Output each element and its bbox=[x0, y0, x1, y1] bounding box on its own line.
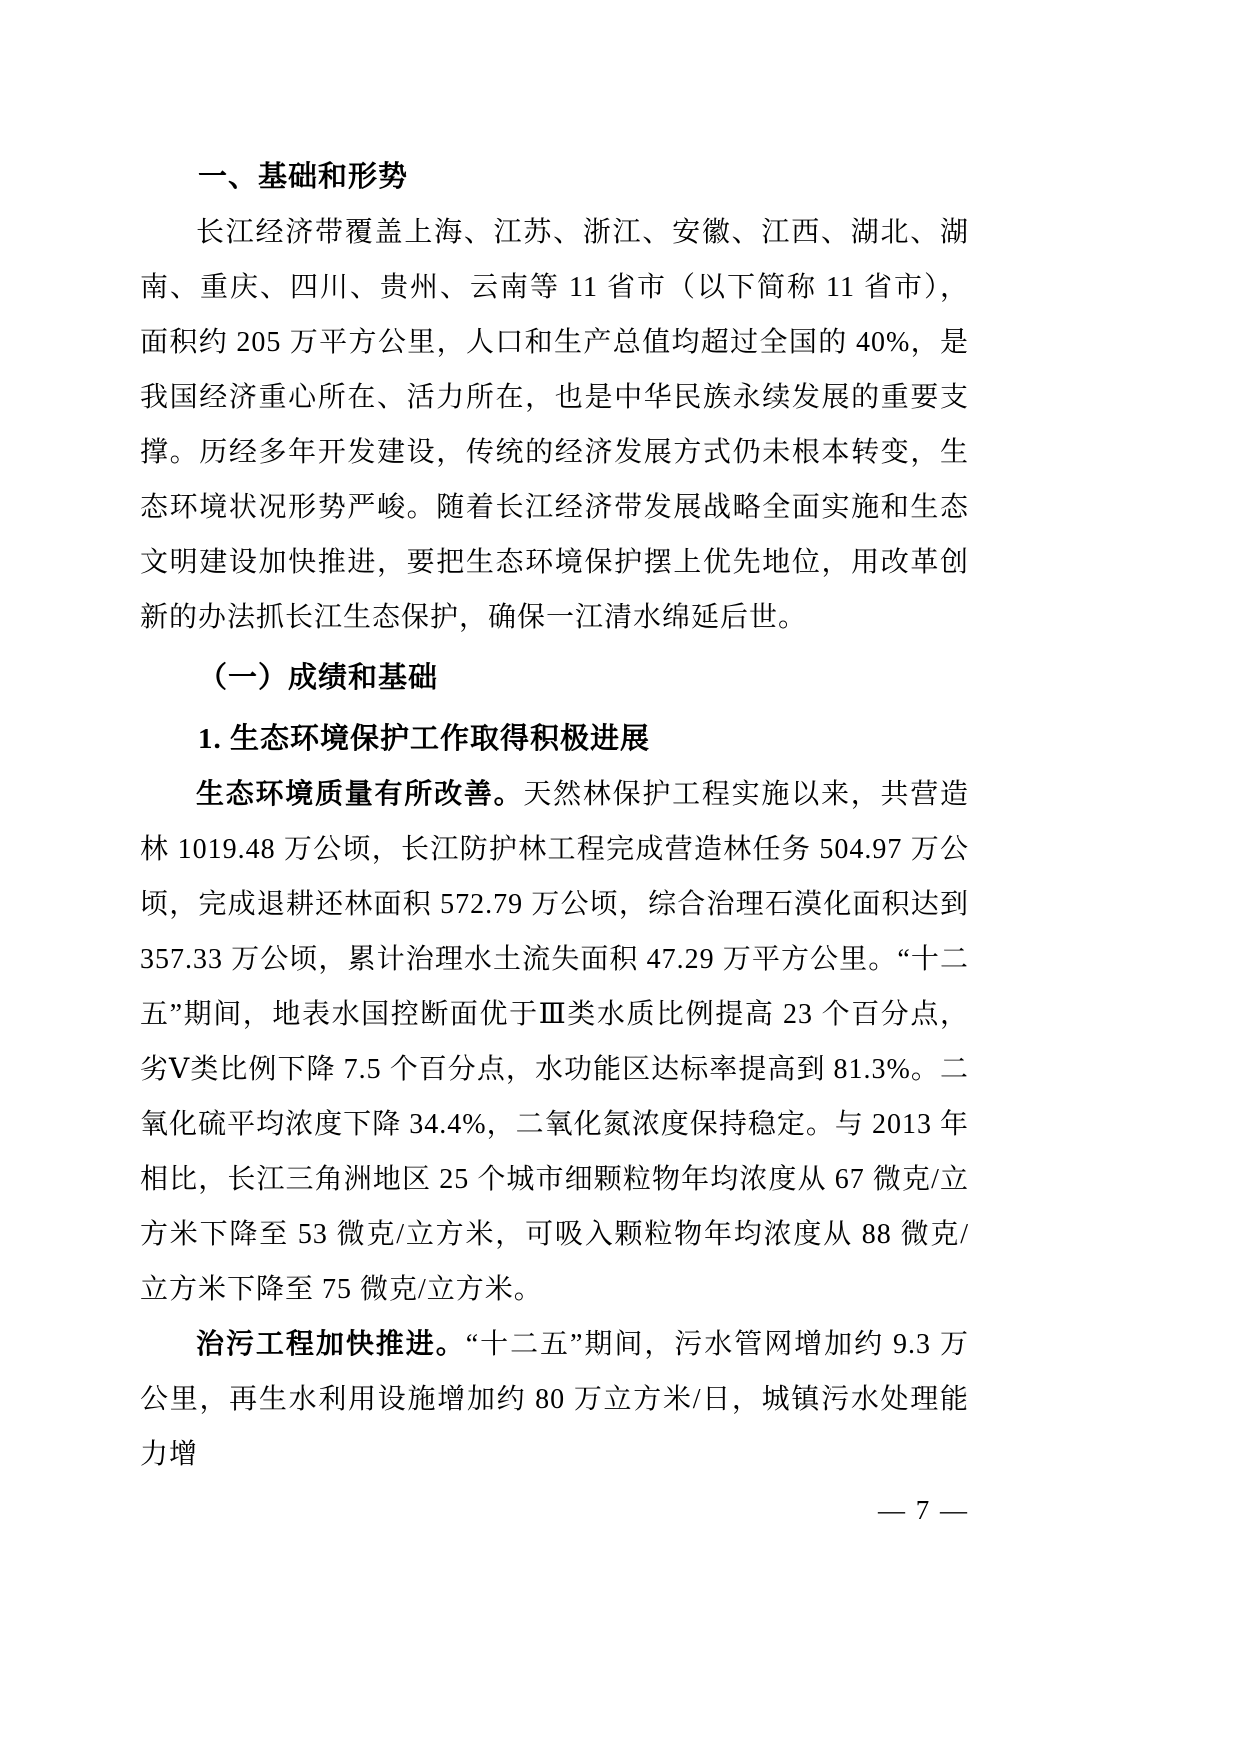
subsection-heading-achievements: （一）成绩和基础 bbox=[198, 662, 439, 694]
paragraph-overview: 长江经济带覆盖上海、江苏、浙江、安徽、江西、湖北、湖南、重庆、四川、贵州、云南等 11 省市（以下简称 11 省市），面积约 205 万平方公里，人口和生产总值均超过全国的 40%，是我国经济重心所在、活力所在，也是中华民族永续发展的重要支撑。历经多年开发建设，传统的经济发展方式仍未根本转变，生态环境状况形势严峻。随着长江经济带发展战略全面实施和生态文明建设加快推进，要把生态环境保护摆上优先地位，用改革创新的办法抓长江生态保护，确保一江清水绵延后世。 bbox=[140, 217, 969, 633]
section-heading-basis-and-situation: 一、基础和形势 bbox=[198, 161, 409, 193]
paragraph-body-pollution-control: “十二五”期间，污水管网增加约 9.3 万公里，再生水利用设施增加约 80 万立方米/日，城镇污水处理能力增 bbox=[140, 1329, 969, 1470]
paragraph-pollution-control bbox=[140, 1317, 969, 1482]
paragraph-lead-pollution-control: 治污工程加快推进。 bbox=[196, 1329, 466, 1360]
paragraph-lead-eco-quality: 生态环境质量有所改善。 bbox=[196, 779, 524, 810]
subsubsection-heading-eco-progress: 1. 生态环境保护工作取得积极进展 bbox=[198, 723, 651, 755]
paragraph-eco-quality bbox=[140, 767, 969, 1317]
paragraph-body-eco-quality: 天然林保护工程实施以来，共营造林 1019.48 万公顷，长江防护林工程完成营造林任务 504.97 万公顷，完成退耕还林面积 572.79 万公顷，综合治理石漠化面积达到 357.33 万公顷，累计治理水土流失面积 47.29 万平方公里。“十二五”期间，地表水国控断面优于Ⅲ类水质比例提高 23 个百分点，劣Ⅴ类比例下降 7.5 个百分点，水功能区达标率提高到 81.3%。二氧化硫平均浓度下降 34.4%，二氧化氮浓度保持稳定。与 2013 年相比，长江三角洲地区 25 个城市细颗粒物年均浓度从 67 微克/立方米下降至 53 微克/立方米，可吸入颗粒物年均浓度从 88 微克/立方米下降至 75 微克/立方米。 bbox=[140, 779, 969, 1305]
page-number: — 7 — bbox=[878, 1495, 969, 1525]
